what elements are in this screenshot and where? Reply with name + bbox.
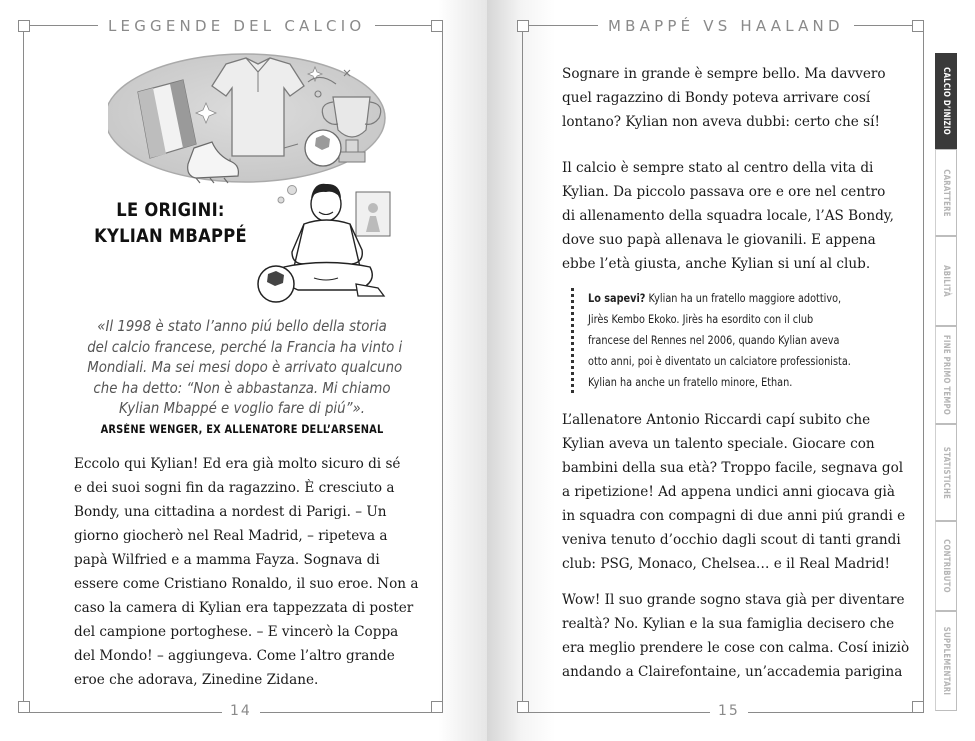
tab-abilita[interactable] bbox=[935, 236, 957, 326]
text-line: andando a Clairefontaine, un’accademia parigina bbox=[562, 664, 903, 680]
text-line: club: PSG, Monaco, Chelsea… e il Real Madrid! bbox=[562, 556, 890, 572]
quote-line: che ha detto: “Non è abbastanza. Mi chiamo bbox=[93, 378, 391, 397]
note-line bbox=[588, 288, 851, 309]
note-text: Kylian ha un fratello maggiore adottivo, bbox=[645, 292, 842, 305]
running-head: LEGGENDE DEL CALCIO bbox=[98, 14, 375, 38]
text-line: e dei suoi sogni fin da ragazzino. È cresciuto a bbox=[74, 480, 395, 496]
frame-corner bbox=[517, 20, 529, 32]
chapter-illustration bbox=[108, 52, 408, 312]
left-page bbox=[0, 0, 487, 741]
tab-label: SUPPLEMENTARI bbox=[941, 626, 951, 696]
text-line: Sognare in grande è sempre bello. Ma davvero bbox=[562, 66, 886, 82]
text-line: di allenamento della squadra locale, l’AS Bondy, bbox=[562, 208, 894, 224]
text-line: quel ragazzino di Bondy poteva arrivare cosí bbox=[562, 90, 871, 106]
tab-label: CONTRIBUTO bbox=[941, 539, 951, 593]
tab-statistiche[interactable] bbox=[935, 424, 957, 521]
text-line: dove suo papà allenava le giovanili. E appena bbox=[562, 232, 876, 248]
text-line: Wow! Il suo grande sogno stava già per diventare bbox=[562, 592, 905, 608]
text-line: essere come Cristiano Ronaldo, il suo eroe. Non a bbox=[74, 576, 419, 592]
quote-line: Mondiali. Ma sei mesi dopo è arrivato qualcuno bbox=[87, 358, 403, 376]
note-line: otto anni, poi è diventato un calciatore professionista. bbox=[588, 355, 851, 368]
tab-supplementari[interactable] bbox=[935, 611, 957, 711]
chapter-title-line: KYLIAN MBAPPÉ bbox=[94, 225, 247, 247]
text-line: papà Wilfried e a mamma Fayza. Sognava di bbox=[74, 552, 380, 568]
tab-calcio-d-inizio[interactable] bbox=[935, 53, 957, 149]
tab-fine-primo-tempo[interactable] bbox=[935, 326, 957, 424]
tab-contributo[interactable] bbox=[935, 521, 957, 611]
frame-corner bbox=[912, 20, 924, 32]
text-line: Il calcio è sempre stato al centro della vita di bbox=[562, 160, 874, 176]
text-line: Bondy, una cittadina a nordest di Parigi. – Un bbox=[74, 504, 387, 520]
note-line: francese del Rennes nel 2006, quando Kylian aveva bbox=[588, 334, 840, 347]
tab-carattere[interactable] bbox=[935, 149, 957, 236]
quote-attribution: ARSÈNE WENGER, EX ALLENATORE DELL’ARSENAL bbox=[100, 423, 384, 436]
tab-label: ABILITÀ bbox=[941, 265, 951, 297]
quote-line: del calcio francese, perché la Francia ha vinto i bbox=[87, 337, 403, 356]
chapter-title bbox=[91, 197, 250, 249]
note-label: Lo sapevi? bbox=[588, 292, 646, 305]
tab-label: CALCIO D’INIZIO bbox=[941, 67, 951, 135]
poster-icon bbox=[356, 192, 390, 236]
text-line: giorno giocherò nel Real Madrid, – ripeteva a bbox=[74, 528, 388, 544]
text-line: caso la camera di Kylian era tappezzata di poster bbox=[74, 600, 414, 616]
text-line: in squadra con compagni di due anni piú grandi e bbox=[562, 508, 906, 524]
frame-corner bbox=[912, 701, 924, 713]
text-line: era meglio prendere le cose con calma. Cosí iniziò bbox=[562, 640, 910, 656]
text-line: Eccolo qui Kylian! Ed era già molto sicuro di sé bbox=[74, 456, 401, 472]
tab-label: STATISTICHE bbox=[941, 446, 951, 499]
text-line: del campione portoghese. – E vincerò la Coppa bbox=[74, 624, 399, 640]
text-line: realtà? No. Kylian e la sua famiglia decisero che bbox=[562, 616, 895, 632]
right-page bbox=[487, 0, 975, 741]
text-line: Kylian aveva un talento speciale. Giocare con bbox=[562, 436, 875, 452]
text-line: ebbe l’età giusta, anche Kylian si uní al club. bbox=[562, 256, 871, 272]
did-you-know-note bbox=[571, 288, 894, 393]
epigraph-quote bbox=[62, 316, 422, 419]
note-line: Kylian ha anche un fratello minore, Ethan. bbox=[588, 376, 793, 389]
chapter-title-line: LE ORIGINI: bbox=[116, 199, 225, 221]
ball-icon bbox=[305, 130, 341, 166]
page-number: 14 bbox=[222, 700, 260, 722]
frame-corner bbox=[431, 20, 443, 32]
body-paragraph bbox=[562, 588, 909, 684]
body-paragraph bbox=[562, 156, 894, 276]
text-line: Kylian. Da piccolo passava ore e ore nel centro bbox=[562, 184, 886, 200]
frame-corner bbox=[18, 701, 30, 713]
tab-label: CARATTERE bbox=[941, 168, 951, 217]
note-line: Jirès Kembo Ekoko. Jirès ha esordito con il club bbox=[588, 313, 814, 326]
body-paragraph bbox=[74, 452, 418, 692]
text-line: veniva tenuto d’occhio dagli scout di tanti grandi bbox=[562, 532, 901, 548]
frame-corner bbox=[517, 701, 529, 713]
text-line: bambini della sua età? Troppo facile, segnava gol bbox=[562, 460, 904, 476]
body-paragraph bbox=[562, 408, 905, 576]
text-line: del Mondo! – aggiungeva. Come l’altro grande bbox=[74, 648, 395, 664]
page-number: 15 bbox=[710, 700, 748, 722]
quote-line: «Il 1998 è stato l’anno piú bello della storia bbox=[97, 317, 387, 335]
frame-corner bbox=[431, 701, 443, 713]
text-line: L’allenatore Antonio Riccardi capí subito che bbox=[562, 412, 871, 428]
frame-corner bbox=[18, 20, 30, 32]
text-line: a ripetizione! Ad appena undici anni giocava già bbox=[562, 484, 896, 500]
text-line: lontano? Kylian non aveva dubbi: certo che sí! bbox=[562, 114, 880, 130]
text-line: eroe che adorava, Zinedine Zidane. bbox=[74, 672, 319, 688]
body-paragraph bbox=[562, 62, 886, 134]
quote-line: Kylian Mbappé e voglio fare di piú”». bbox=[119, 399, 365, 417]
running-head: MBAPPÉ VS HAALAND bbox=[598, 14, 854, 38]
tab-label: FINE PRIMO TEMPO bbox=[941, 334, 951, 416]
